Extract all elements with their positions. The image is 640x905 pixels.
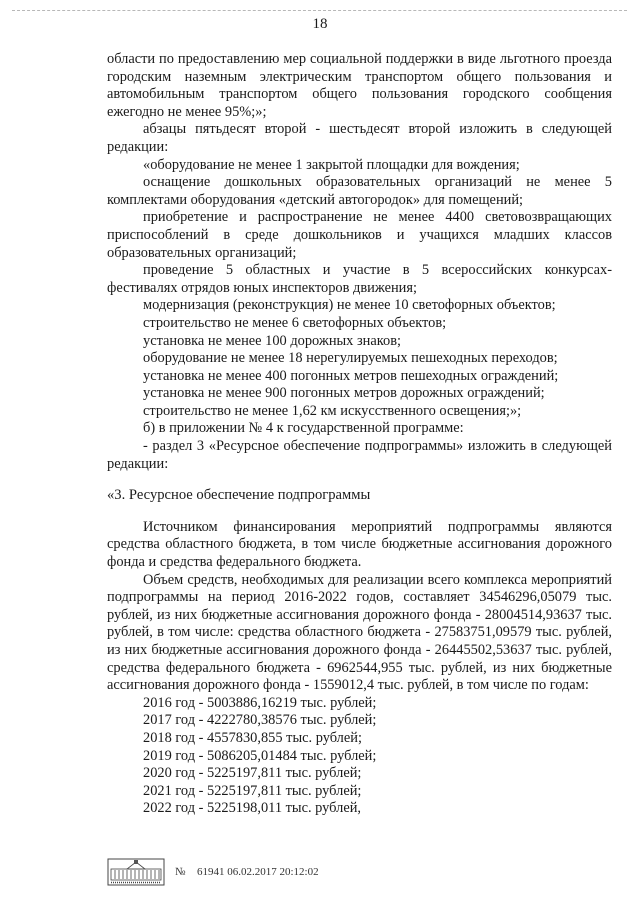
scan-top-edge <box>12 10 627 11</box>
paragraph: абзацы пятьдесят второй - шестьдесят второй изложить в следующей редакции: <box>107 121 612 155</box>
paragraph: приобретение и распространение не менее 4400 световозвращающих приспособлений в среде дошкольников и учащихся младших классов образовательных организаций; <box>107 209 612 261</box>
paragraph: - раздел 3 «Ресурсное обеспечение подпрограммы» изложить в следующей редакции: <box>107 438 612 472</box>
paragraph: 2019 год - 5086205,01484 тыс. рублей; <box>143 747 377 764</box>
paragraph: 2017 год - 4222780,38576 тыс. рублей; <box>143 712 377 729</box>
paragraph: Источником финансирования мероприятий подпрограммы являются средства областного бюджета, в том числе бюджетные ассигнования дорожного фонда и средства федерального бюджета. <box>107 518 612 571</box>
footer-number-sign: № <box>175 866 186 878</box>
paragraph: установка не менее 900 погонных метров дорожных ограждений; <box>143 385 545 402</box>
document-footer <box>107 858 527 888</box>
paragraph: модернизация (реконструкция) не менее 10 светофорных объектов; <box>143 297 556 314</box>
paragraph: строительство не менее 1,62 км искусственного освещения;»; <box>143 402 522 419</box>
paragraph: 2020 год - 5225197,811 тыс. рублей; <box>143 765 362 782</box>
paragraph: «оборудование не менее 1 закрытой площадки для вождения; <box>143 156 520 173</box>
paragraph: Объем средств, необходимых для реализации всего комплекса мероприятий подпрограммы на период 2016-2022 годов, составляет 34546296,05079 тыс. рублей, из них бюджетные ассигнования дорожного фонда - 28004514,93637 тыс. рублей, в том числе: средства областного бюджета - 27583751,09579 тыс. рублей, из них бюджетные ассигнования дорожного фонда - 26445502,53637 тыс. рублей, средства федерального бюджета - 6962544,955 тыс. рублей, из них бюджетные ассигнования дорожного фонда - 1559012,4 тыс. рублей, в том числе по годам: <box>107 571 612 694</box>
document-body <box>107 51 612 818</box>
paragraph: 2016 год - 5003886,16219 тыс. рублей; <box>143 694 377 711</box>
paragraph: области по предоставлению мер социальной поддержки в виде льготного проезда городским наземным электрическим транспортом общего пользования и автомобильным транспортом общего пользования городского сообщения ежегодно не менее 95%;»; <box>107 51 612 120</box>
paragraph: проведение 5 областных и участие в 5 всероссийских конкурсах-фестивалях отрядов юных инспекторов движения; <box>107 262 612 296</box>
paragraph: 2022 год - 5225198,011 тыс. рублей, <box>143 800 362 817</box>
government-building-stamp-icon <box>107 858 165 886</box>
paragraph: 2021 год - 5225197,811 тыс. рублей; <box>143 782 362 799</box>
paragraph: б) в приложении № 4 к государственной программе: <box>143 420 464 437</box>
section-heading: «3. Ресурсное обеспечение подпрограммы <box>107 487 371 504</box>
paragraph: установка не менее 400 погонных метров пешеходных ограждений; <box>143 367 559 384</box>
paragraph: оснащение дошкольных образовательных организаций не менее 5 комплектами оборудования «детский автогородок» для помещений; <box>107 174 612 208</box>
paragraph: строительство не менее 6 светофорных объектов; <box>143 314 447 331</box>
paragraph: оборудование не менее 18 нерегулируемых пешеходных переходов; <box>143 350 558 367</box>
paragraph: 2018 год - 4557830,855 тыс. рублей; <box>143 729 362 746</box>
page-number: 18 <box>312 16 328 32</box>
footer-document-code: 61941 06.02.2017 20:12:02 <box>197 866 319 878</box>
paragraph: установка не менее 100 дорожных знаков; <box>143 332 401 349</box>
